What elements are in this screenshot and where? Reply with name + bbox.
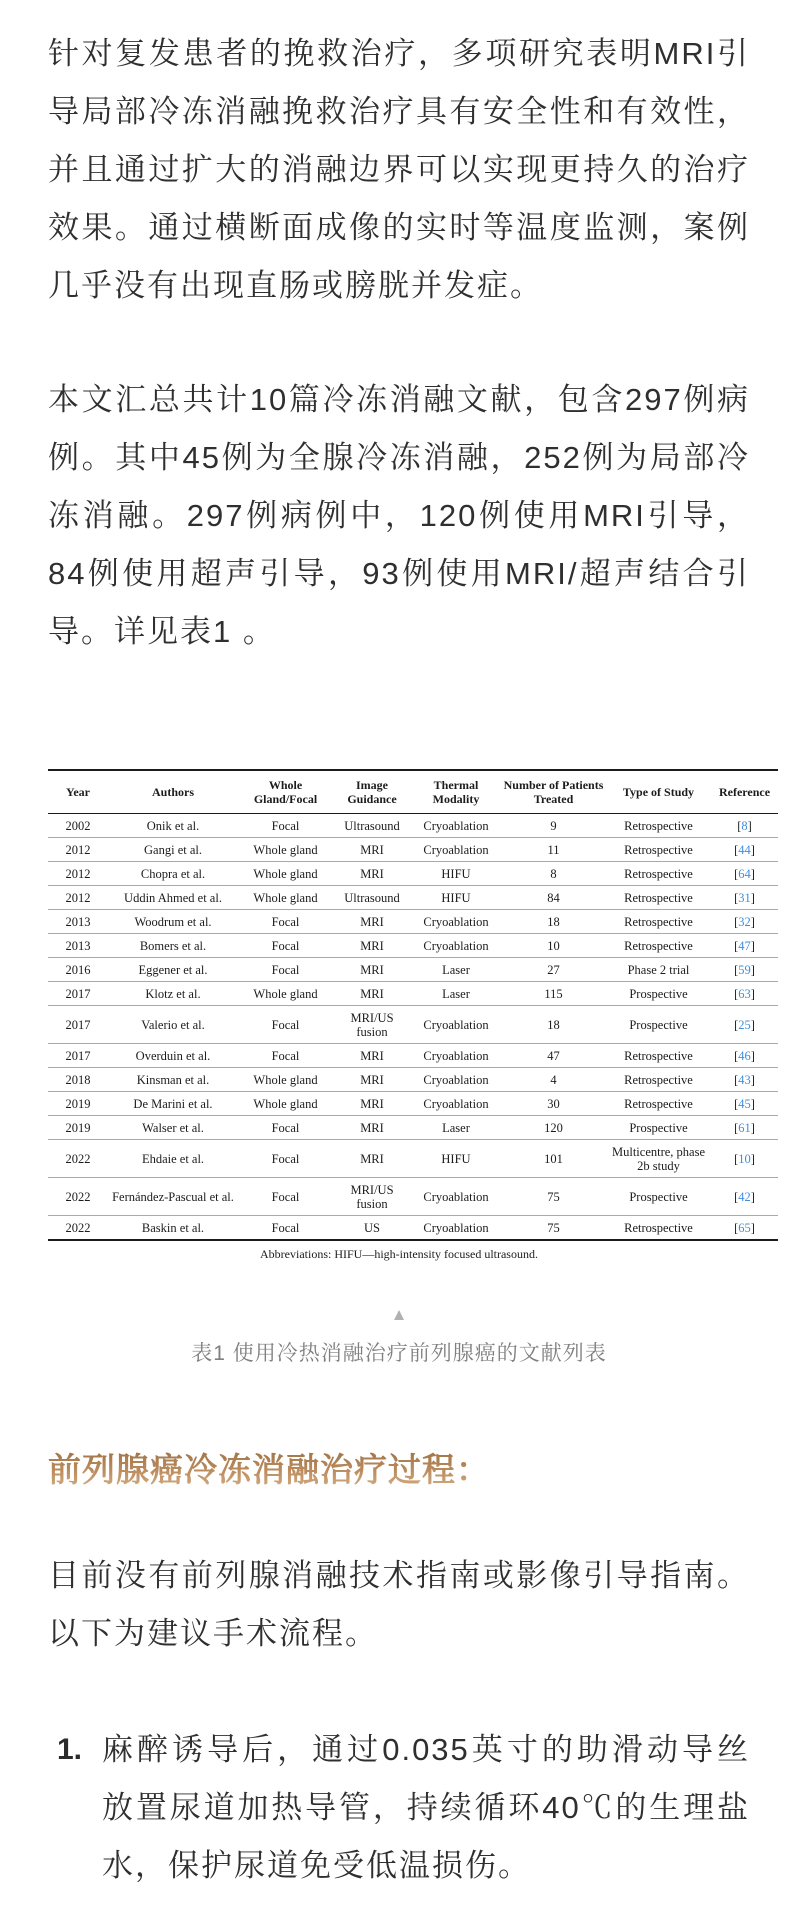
- cell-authors: Chopra et al.: [108, 862, 238, 886]
- cell-year: 2019: [48, 1092, 108, 1116]
- col-header-gland-focal: Whole Gland/Focal: [238, 770, 333, 814]
- cell-year: 2002: [65, 818, 91, 833]
- cell-patients: 18: [501, 910, 606, 934]
- cell-study: Retrospective: [606, 1216, 711, 1241]
- cell-gland: Focal: [238, 910, 333, 934]
- cell-authors: Fernández-Pascual et al.: [108, 1178, 238, 1216]
- cell-study: Retrospective: [606, 1068, 711, 1092]
- cell-guidance: MRI: [333, 838, 411, 862]
- cell-reference: [711, 910, 778, 934]
- cell-reference: [711, 1068, 778, 1092]
- cell-patients: 75: [501, 1216, 606, 1241]
- cell-modality: Laser: [411, 982, 501, 1006]
- cell-reference: [711, 1092, 778, 1116]
- col-header-thermal-modality: Thermal Modality: [411, 770, 501, 814]
- cell-gland: Focal: [271, 818, 300, 833]
- cell-study: Retrospective: [606, 886, 711, 910]
- cell-reference: [711, 1044, 778, 1068]
- cell-year: 2016: [48, 958, 108, 982]
- cell-guidance: MRI: [333, 862, 411, 886]
- cell-gland: Focal: [238, 934, 333, 958]
- list-item-number: 1.: [57, 1733, 83, 1766]
- cell-study: Retrospective: [606, 862, 711, 886]
- cell-authors: Ehdaie et al.: [108, 1140, 238, 1178]
- table-row: [48, 1178, 778, 1216]
- cell-gland: Focal: [238, 1006, 333, 1044]
- cell-reference: [711, 1216, 778, 1241]
- table-row: [48, 1006, 778, 1044]
- table-row: [48, 1068, 778, 1092]
- cell-authors: Onik et al.: [146, 818, 200, 833]
- cell-year: 2022: [48, 1216, 108, 1241]
- section-heading-cryoablation-process: 前列腺癌冷冻消融治疗过程：: [48, 1449, 750, 1493]
- cell-study: Prospective: [606, 982, 711, 1006]
- cell-patients: 84: [501, 886, 606, 910]
- cell-authors: Kinsman et al.: [108, 1068, 238, 1092]
- cell-patients: 8: [501, 862, 606, 886]
- cell-reference: [711, 958, 778, 982]
- table-row: [48, 1116, 778, 1140]
- cell-modality: Cryoablation: [411, 1178, 501, 1216]
- cell-modality: HIFU: [411, 862, 501, 886]
- table-header-row: [48, 770, 778, 814]
- cell-study: Multicentre, phase 2b study: [606, 1140, 711, 1178]
- cell-year: 2012: [48, 838, 108, 862]
- paragraph-salvage-therapy: 针对复发患者的挽救治疗，多项研究表明MRI引导局部冷冻消融挽救治疗具有安全性和有效性，并且通过扩大的消融边界可以实现更持久的治疗效果。通过横断面成像的实时等温度监测，案例几乎没有出现直肠或膀胱并发症。: [48, 36, 750, 303]
- table-row: [48, 910, 778, 934]
- cell-reference: [711, 982, 778, 1006]
- cell-year: 2018: [48, 1068, 108, 1092]
- reference-link[interactable]: [10]: [734, 1151, 755, 1166]
- cell-study: Retrospective: [606, 934, 711, 958]
- cell-authors: Valerio et al.: [108, 1006, 238, 1044]
- cell-modality: Cryoablation: [411, 934, 501, 958]
- cell-authors: Overduin et al.: [108, 1044, 238, 1068]
- cell-guidance: MRI: [333, 1092, 411, 1116]
- cell-patients: 30: [501, 1092, 606, 1116]
- cell-study: Retrospective: [606, 910, 711, 934]
- table-row: [48, 1092, 778, 1116]
- cell-authors: Bomers et al.: [108, 934, 238, 958]
- list-item-text: 麻醉诱导后，通过0.035英寸的助滑动导丝放置尿道加热导管，持续循环40℃的生理盐水，保护尿道免受低温损伤。: [102, 1732, 750, 1883]
- reference-link[interactable]: [64]: [734, 866, 755, 881]
- literature-table-figure: [48, 769, 771, 1262]
- table-row: [48, 982, 778, 1006]
- cell-patients: 4: [501, 1068, 606, 1092]
- cell-patients: 18: [501, 1006, 606, 1044]
- cell-gland: Whole gland: [238, 1092, 333, 1116]
- list-item: [48, 1721, 750, 1895]
- table-row: [48, 838, 778, 862]
- cell-patients: 27: [501, 958, 606, 982]
- cell-modality: Cryoablation: [411, 1216, 501, 1241]
- cell-gland: Whole gland: [238, 838, 333, 862]
- cell-authors: Gangi et al.: [108, 838, 238, 862]
- table-row: [48, 1044, 778, 1068]
- cell-guidance: Ultrasound: [333, 886, 411, 910]
- cell-modality: HIFU: [411, 1140, 501, 1178]
- cell-guidance: MRI: [333, 910, 411, 934]
- cell-reference: [711, 862, 778, 886]
- table-row: [48, 1140, 778, 1178]
- cell-reference: [711, 934, 778, 958]
- cell-patients: 101: [501, 1140, 606, 1178]
- cell-gland: Whole gland: [238, 862, 333, 886]
- cell-year: 2013: [48, 910, 108, 934]
- reference-link[interactable]: [63]: [734, 986, 755, 1001]
- cell-modality: Cryoablation: [423, 818, 489, 833]
- cell-gland: Focal: [238, 958, 333, 982]
- collapse-triangle-icon[interactable]: ▲: [390, 1305, 408, 1324]
- reference-link[interactable]: [8]: [737, 818, 752, 833]
- cell-study: Prospective: [606, 1116, 711, 1140]
- cell-study: Retrospective: [606, 1092, 711, 1116]
- reference-link[interactable]: [43]: [734, 1072, 755, 1087]
- cell-patients: 75: [501, 1178, 606, 1216]
- cell-reference: [711, 838, 778, 862]
- reference-link[interactable]: [47]: [734, 938, 755, 953]
- cell-guidance: MRI: [333, 958, 411, 982]
- cell-reference: [711, 1116, 778, 1140]
- cell-gland: Whole gland: [238, 1068, 333, 1092]
- literature-table-body: [48, 814, 778, 1241]
- cell-year: 2017: [48, 1044, 108, 1068]
- cell-reference: [711, 1006, 778, 1044]
- cell-modality: Cryoablation: [411, 910, 501, 934]
- cell-reference: [711, 1140, 778, 1178]
- cell-year: 2022: [48, 1140, 108, 1178]
- cell-year: 2019: [48, 1116, 108, 1140]
- cell-gland: Focal: [238, 1178, 333, 1216]
- table-caption: 表1 使用冷热消融治疗前列腺癌的文献列表: [191, 1342, 607, 1365]
- table-row: [48, 886, 778, 910]
- col-header-type-of-study: Type of Study: [606, 770, 711, 814]
- cell-patients: 120: [501, 1116, 606, 1140]
- col-header-image-guidance: Image Guidance: [333, 770, 411, 814]
- cell-gland: Whole gland: [238, 886, 333, 910]
- col-header-year: Year: [48, 770, 108, 814]
- cell-authors: Uddin Ahmed et al.: [108, 886, 238, 910]
- cell-patients: 11: [501, 838, 606, 862]
- cell-guidance: MRI/US fusion: [333, 1006, 411, 1044]
- procedure-list: [48, 1721, 750, 1895]
- cell-guidance: MRI: [333, 1068, 411, 1092]
- table-row: [48, 814, 778, 838]
- table-row: [48, 958, 778, 982]
- cell-guidance: MRI: [333, 1044, 411, 1068]
- cell-modality: Laser: [411, 1116, 501, 1140]
- reference-link[interactable]: [46]: [734, 1048, 755, 1063]
- reference-link[interactable]: [61]: [734, 1120, 755, 1135]
- cell-gland: Focal: [238, 1140, 333, 1178]
- cell-patients: 10: [501, 934, 606, 958]
- cell-authors: Baskin et al.: [108, 1216, 238, 1241]
- cell-modality: Cryoablation: [411, 1068, 501, 1092]
- cell-authors: Woodrum et al.: [108, 910, 238, 934]
- table-row: [48, 862, 778, 886]
- cell-study: Prospective: [606, 1178, 711, 1216]
- cell-reference: [711, 1178, 778, 1216]
- col-header-authors: Authors: [108, 770, 238, 814]
- reference-link[interactable]: [45]: [734, 1096, 755, 1111]
- cell-gland: Focal: [238, 1044, 333, 1068]
- cell-guidance: MRI: [333, 1140, 411, 1178]
- reference-link[interactable]: [44]: [734, 842, 755, 857]
- cell-authors: Walser et al.: [108, 1116, 238, 1140]
- cell-gland: Focal: [238, 1216, 333, 1241]
- table-row: [48, 1216, 778, 1241]
- cell-study: Retrospective: [606, 838, 711, 862]
- cell-modality: Laser: [411, 958, 501, 982]
- literature-table: [48, 769, 778, 1241]
- reference-link[interactable]: [31]: [734, 890, 755, 905]
- paragraph-no-guidelines: 目前没有前列腺消融技术指南或影像引导指南。以下为建议手术流程。: [48, 1558, 750, 1651]
- col-header-reference: Reference: [711, 770, 778, 814]
- cell-guidance: US: [333, 1216, 411, 1241]
- cell-guidance: MRI: [333, 934, 411, 958]
- cell-modality: Cryoablation: [411, 1044, 501, 1068]
- cell-study: Retrospective: [624, 818, 693, 833]
- cell-guidance: MRI: [333, 1116, 411, 1140]
- cell-patients: 47: [501, 1044, 606, 1068]
- cell-gland: Focal: [238, 1116, 333, 1140]
- reference-link[interactable]: [65]: [734, 1220, 755, 1235]
- cell-study: Retrospective: [606, 1044, 711, 1068]
- col-header-patients-treated: Number of Patients Treated: [501, 770, 606, 814]
- reference-link[interactable]: [32]: [734, 914, 755, 929]
- cell-study: Phase 2 trial: [606, 958, 711, 982]
- cell-authors: Klotz et al.: [108, 982, 238, 1006]
- cell-guidance: MRI/US fusion: [333, 1178, 411, 1216]
- cell-guidance: MRI: [333, 982, 411, 1006]
- cell-authors: De Marini et al.: [108, 1092, 238, 1116]
- cell-year: 2012: [48, 862, 108, 886]
- cell-year: 2013: [48, 934, 108, 958]
- cell-guidance: Ultrasound: [344, 818, 400, 833]
- cell-modality: Cryoablation: [411, 1092, 501, 1116]
- cell-year: 2012: [48, 886, 108, 910]
- paragraph-literature-summary: 本文汇总共计10篇冷冻消融文献，包含297例病例。其中45例为全腺冷冻消融，252例为局部冷冻消融。297例病例中，120例使用MRI引导，84例使用超声引导，93例使用MRI/超声结合引导。详见表1 。: [48, 382, 750, 649]
- cell-reference: [711, 886, 778, 910]
- cell-patients: 115: [501, 982, 606, 1006]
- cell-modality: Cryoablation: [411, 838, 501, 862]
- reference-link[interactable]: [25]: [734, 1017, 755, 1032]
- table-row: [48, 934, 778, 958]
- cell-patients: 9: [550, 818, 557, 833]
- cell-gland: Whole gland: [238, 982, 333, 1006]
- cell-study: Prospective: [606, 1006, 711, 1044]
- reference-link[interactable]: [59]: [734, 962, 755, 977]
- cell-year: 2022: [48, 1178, 108, 1216]
- cell-modality: Cryoablation: [411, 1006, 501, 1044]
- cell-year: 2017: [48, 1006, 108, 1044]
- cell-authors: Eggener et al.: [108, 958, 238, 982]
- cell-reference: [711, 814, 778, 838]
- table-footnote: Abbreviations: HIFU—high-intensity focused ultrasound.: [260, 1247, 538, 1261]
- cell-modality: HIFU: [411, 886, 501, 910]
- cell-year: 2017: [48, 982, 108, 1006]
- reference-link[interactable]: [42]: [734, 1189, 755, 1204]
